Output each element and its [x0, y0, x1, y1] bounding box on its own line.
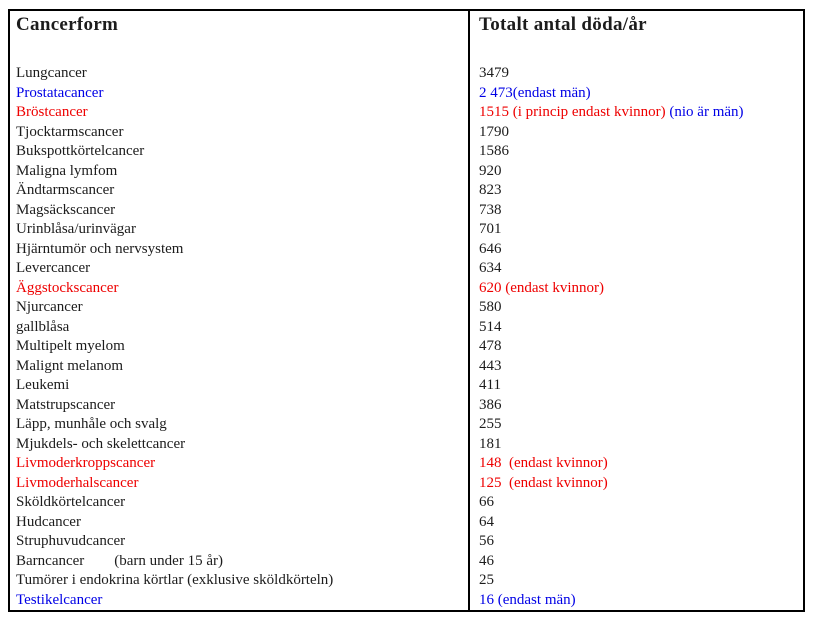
value-segment: 1790 [479, 123, 509, 140]
table-row-value [470, 357, 803, 377]
table-row-value [470, 181, 803, 201]
table-row-value [470, 84, 803, 104]
table-row-label: Matstrupscancer [16, 396, 116, 413]
table-row-label: Sköldkörtelcancer [16, 494, 126, 510]
table-row-value [470, 318, 803, 338]
value-segment: 255 [479, 416, 502, 432]
value-segment: 3479 [479, 65, 509, 81]
table-row-label: Livmoderhalscancer [16, 474, 139, 491]
value-segment: 514 [479, 318, 502, 335]
value-segment: 920 [479, 162, 502, 179]
table-row-value [470, 552, 803, 572]
table-row-value [470, 240, 803, 260]
cancer-mortality-table [8, 9, 805, 612]
table-row-label: Urinblåsa/urinvägar [16, 221, 136, 237]
value-segment: 634 [479, 260, 502, 276]
deaths-list [470, 64, 803, 610]
value-segment: 823 [479, 182, 502, 198]
column-deaths-per-year [468, 11, 803, 610]
value-segment: 16 (endast män) [479, 591, 576, 608]
table-row-label: Malignt melanom [16, 357, 124, 374]
table-row-value [470, 532, 803, 552]
table-row-value [470, 259, 803, 279]
value-segment: 125 (endast kvinnor) [479, 474, 608, 491]
table-row-label: Bröstcancer [16, 104, 88, 120]
table-row-value [470, 220, 803, 240]
value-segment: (nio är män) [669, 104, 744, 120]
table-row-label: Äggstockscancer [16, 279, 119, 296]
value-segment: 64 [479, 513, 494, 530]
table-row-label: Leukemi [16, 377, 70, 393]
header-total-deaths: Totalt antal döda/år [479, 14, 647, 35]
table-row-value [470, 103, 803, 123]
value-segment: 66 [479, 494, 494, 510]
table-row-label: Ändtarmscancer [16, 182, 115, 198]
value-segment: 478 [479, 338, 502, 354]
table-row-label: Bukspottkörtelcancer [16, 143, 145, 159]
value-segment: 738 [479, 201, 502, 218]
table-row-value [470, 571, 803, 591]
table-row-value [470, 454, 803, 474]
table-row-value [470, 493, 803, 513]
value-segment: 411 [479, 377, 501, 393]
table-row-label: Läpp, munhåle och svalg [16, 416, 167, 432]
value-segment: 620 (endast kvinnor) [479, 279, 604, 296]
table-row-value [470, 376, 803, 396]
value-segment: 56 [479, 533, 494, 549]
table-row-value [470, 279, 803, 299]
value-segment: 386 [479, 396, 502, 413]
value-segment: 1515 (i princip endast kvinnor) [479, 104, 670, 120]
table-row-value [470, 513, 803, 533]
table-row-label: Njurcancer [16, 299, 83, 315]
table-row-value [470, 123, 803, 143]
table-row-label: Mjukdels- och skelettcancer [16, 435, 186, 452]
table-row-value [470, 337, 803, 357]
table-row-value [470, 162, 803, 182]
table-row-label: Barncancer (barn under 15 år) [16, 552, 223, 569]
value-segment: 2 473(endast män) [479, 84, 591, 101]
value-segment: 443 [479, 357, 502, 374]
cancerform-list [10, 64, 468, 610]
value-segment: 148 (endast kvinnor) [479, 455, 608, 471]
value-segment: 580 [479, 299, 502, 315]
header-cancerform: Cancerform [16, 14, 119, 35]
table-row-label: Magsäckscancer [16, 201, 116, 218]
column-cancerform [10, 11, 468, 610]
table-row-label: Livmoderkroppscancer [16, 455, 156, 471]
table-row-label: Multipelt myelom [16, 338, 125, 354]
table-row-value [470, 591, 803, 611]
table-row-label: Levercancer [16, 260, 91, 276]
value-segment: 1586 [479, 143, 509, 159]
table-row-value [470, 474, 803, 494]
table-row-label: Hudcancer [16, 513, 81, 530]
table-row-label: Prostatacancer [16, 84, 104, 101]
table-row-label: Struphuvudcancer [16, 533, 126, 549]
table-row-label: Tumörer i endokrina körtlar (exklusive sköldkörteln) [16, 572, 334, 588]
table-row-value [470, 415, 803, 435]
table-row-label: Tjocktarmscancer [16, 123, 124, 140]
table-row-value [470, 201, 803, 221]
value-segment: 701 [479, 221, 502, 237]
value-segment: 25 [479, 572, 494, 588]
table-row-value [470, 435, 803, 455]
table-row-label: Hjärntumör och nervsystem [16, 240, 184, 257]
table-row-value [470, 298, 803, 318]
table-row-label: gallblåsa [16, 318, 70, 335]
table-row-label: Testikelcancer [16, 591, 103, 608]
table-row-value [470, 142, 803, 162]
value-segment: 646 [479, 240, 502, 257]
value-segment: 46 [479, 552, 494, 569]
table-row-value [470, 396, 803, 416]
table-row-value [470, 64, 803, 84]
value-segment: 181 [479, 435, 502, 452]
table-row-label: Maligna lymfom [16, 162, 118, 179]
table-row-label: Lungcancer [16, 65, 87, 81]
